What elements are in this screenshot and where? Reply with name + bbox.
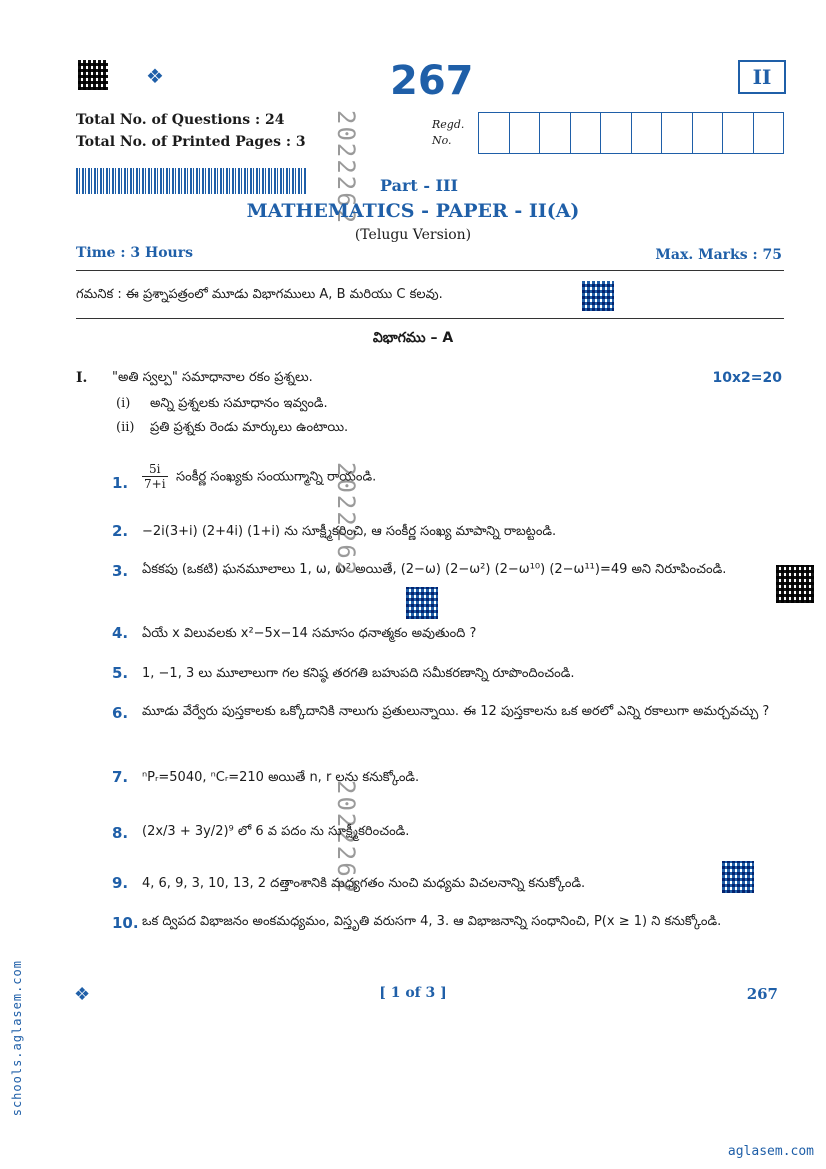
qr-code-note (582, 281, 614, 311)
set-badge: II (738, 60, 786, 94)
question-number: 5. (112, 664, 129, 682)
page-indicator: [ 1 of 3 ] (379, 985, 447, 1001)
question-text: ⁿPᵣ=5040, ⁿCᵣ=210 అయితే n, r లను కనుక్కోండి. (142, 770, 420, 785)
qr-code-top-left (78, 60, 108, 90)
sub-i-label: (i) (116, 396, 131, 411)
question-number: 2. (112, 522, 129, 540)
question-text: ఏకకపు (ఒకటి) ఘనమూలాలు 1, ω, ω² అయితే, (2−ω) (2−ω²) (2−ω¹⁰) (2−ω¹¹)=49 అని నిరూపించండి. (142, 562, 727, 577)
diamond-ornament-bottom: ❖ (74, 984, 91, 1005)
qr-code-q3 (406, 587, 438, 619)
section-roman: I. (76, 370, 88, 386)
regd-label: Regd. No. (432, 118, 465, 147)
max-marks: Max. Marks : 75 (655, 247, 782, 263)
sub-ii-label: (ii) (116, 420, 135, 435)
watermark-bottom: 2022262 (332, 780, 360, 896)
question-number: 3. (112, 562, 129, 580)
total-pages: Total No. of Printed Pages : 3 (76, 134, 306, 150)
question-text: 4, 6, 9, 3, 10, 13, 2 దత్తాంశానికి మధ్యగతం నుంచి మధ్యమ విచలనాన్ని కనుక్కోండి. (142, 876, 586, 891)
footer-paper-code: 267 (746, 985, 778, 1003)
question-number: 7. (112, 768, 129, 786)
part-title: Part - III (379, 176, 459, 195)
question-text: 1, −1, 3 లు మూలాలుగా గల కనిష్ఠ తరగతి బహుపది సమీకరణాన్ని రూపొందించండి. (142, 666, 575, 681)
question-number: 9. (112, 874, 129, 892)
time-label: Time : 3 Hours (76, 245, 193, 261)
fraction: $\frac{5i}{7+i}$ (144, 462, 166, 491)
section-instruction: "అతి స్వల్ప" సమాధానాల రకం ప్రశ్నలు. (112, 370, 313, 385)
total-questions: Total No. of Questions : 24 (76, 112, 285, 128)
question-number: 8. (112, 824, 129, 842)
divider-bottom (76, 318, 784, 319)
version-subtitle: (Telugu Version) (354, 227, 472, 243)
note: గమనిక : ఈ ప్రశ్నాపత్రంలో మూడు విభాగములు A, B మరియు C కలవు. (76, 287, 443, 302)
question-text: ఒక ద్విపద విభాజనం అంకమధ్యమం, విస్తృతి వరుసగా 4, 3. ఆ విభాజనాన్ని సంధానించి, P(x ≥ 1) ని కనుక్కోండి. (142, 914, 722, 929)
question-number: 10. (112, 914, 139, 932)
question-text: సంకీర్ణ సంఖ్యకు సంయుగ్మాన్ని రాయండి. (175, 469, 377, 485)
question-number: 6. (112, 704, 129, 722)
section-heading: విభాగము – A (372, 330, 454, 346)
subject-title: MATHEMATICS - PAPER - II(A) (246, 200, 580, 222)
qr-code-q9 (722, 861, 754, 893)
question-text: ఏయే x విలువలకు x²−5x−14 సమాసం ధనాత్మకం అవుతుంది ? (142, 626, 477, 641)
divider-top (76, 270, 784, 271)
watermark-top: 2022262 (332, 110, 360, 226)
qr-code-right (776, 565, 814, 603)
question-number: 1. (112, 474, 129, 492)
question-text: మూడు వేర్వేరు పుస్తకాలకు ఒక్కోదానికి నాలుగు ప్రతులున్నాయి. ఈ 12 పుస్తకాలను ఒక అరలో ఎన్ని రకాలుగా అమర్చవచ్చు ? (142, 704, 770, 719)
question-1 (112, 462, 782, 502)
question-text: (2x/3 + 3y/2)⁹ లో 6 వ పదం ను సూక్ష్మీకరించండి. (142, 824, 410, 839)
question-number: 4. (112, 624, 129, 642)
diamond-ornament-top: ❖ (146, 64, 164, 88)
paper-code: 267 (390, 58, 474, 104)
regd-number-boxes (478, 112, 784, 154)
side-watermark-url: schools.aglasem.com (10, 960, 24, 1117)
bottom-watermark-url: aglasem.com (727, 1144, 814, 1159)
watermark-middle: 2022262 (332, 462, 360, 578)
section-marks: 10x2=20 (712, 370, 782, 386)
sub-ii-text: ప్రతి ప్రశ్నకు రెండు మార్కులు ఉంటాయి. (150, 420, 349, 435)
question-text: −2i(3+i) (2+4i) (1+i) ను సూక్ష్మీకరించి, ఆ సంకీర్ణ సంఖ్య మాపాన్ని రాబట్టండి. (142, 524, 557, 539)
sub-i-text: అన్ని ప్రశ్నలకు సమాధానం ఇవ్వండి. (150, 396, 328, 411)
